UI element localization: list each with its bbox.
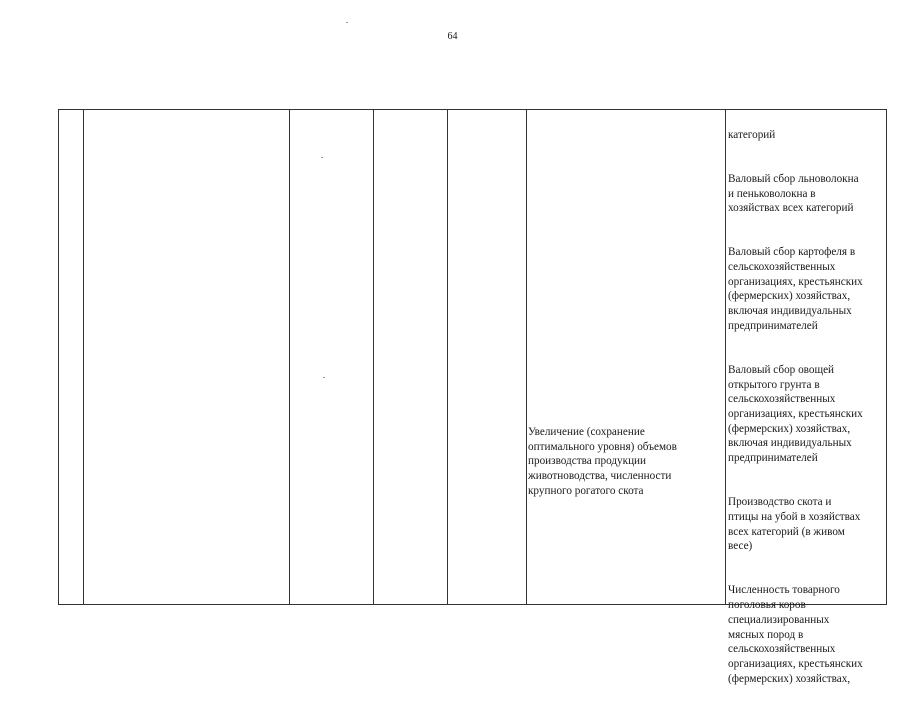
indicator-item: Валовый сбор овощей открытого грунта в сельскохозяйственных организациях, крестьянских (фермерских) хозяйствах, включая индивидуальных предпринимателей [728, 363, 863, 465]
column-divider [373, 110, 374, 604]
column-divider [83, 110, 84, 604]
indicator-item: Валовый сбор льноволокна и пеньковолокна в хозяйствах всех категорий [728, 172, 859, 215]
page-number: 64 [447, 31, 458, 42]
column-divider [526, 110, 527, 604]
indicator-item: Валовый сбор картофеля в сельскохозяйственных организациях, крестьянских (фермерских) хозяйствах, включая индивидуальных предпринимателей [728, 246, 863, 332]
program-table [58, 109, 887, 685]
indicator-item: Производство скота и птицы на убой в хозяйствах всех категорий (в живом весе) [728, 496, 861, 553]
column-divider [289, 110, 290, 604]
indicator-item: категорий [728, 128, 776, 141]
scan-speck [321, 157, 323, 158]
column-divider [447, 110, 448, 604]
indicator-item: Численность товарного поголовья коров специализированных мясных пород в сельскохозяйственных организациях, крестьянских (фермерских) хозяйствах, [728, 584, 863, 685]
scan-speck [346, 22, 348, 23]
scan-speck [323, 377, 325, 378]
indicators-cell [728, 113, 886, 701]
column-divider [725, 110, 726, 604]
goal-cell: Увеличение (сохранение оптимального уровня) объемов производства продукции животноводства, численности крупного рогатого скота [528, 426, 677, 497]
